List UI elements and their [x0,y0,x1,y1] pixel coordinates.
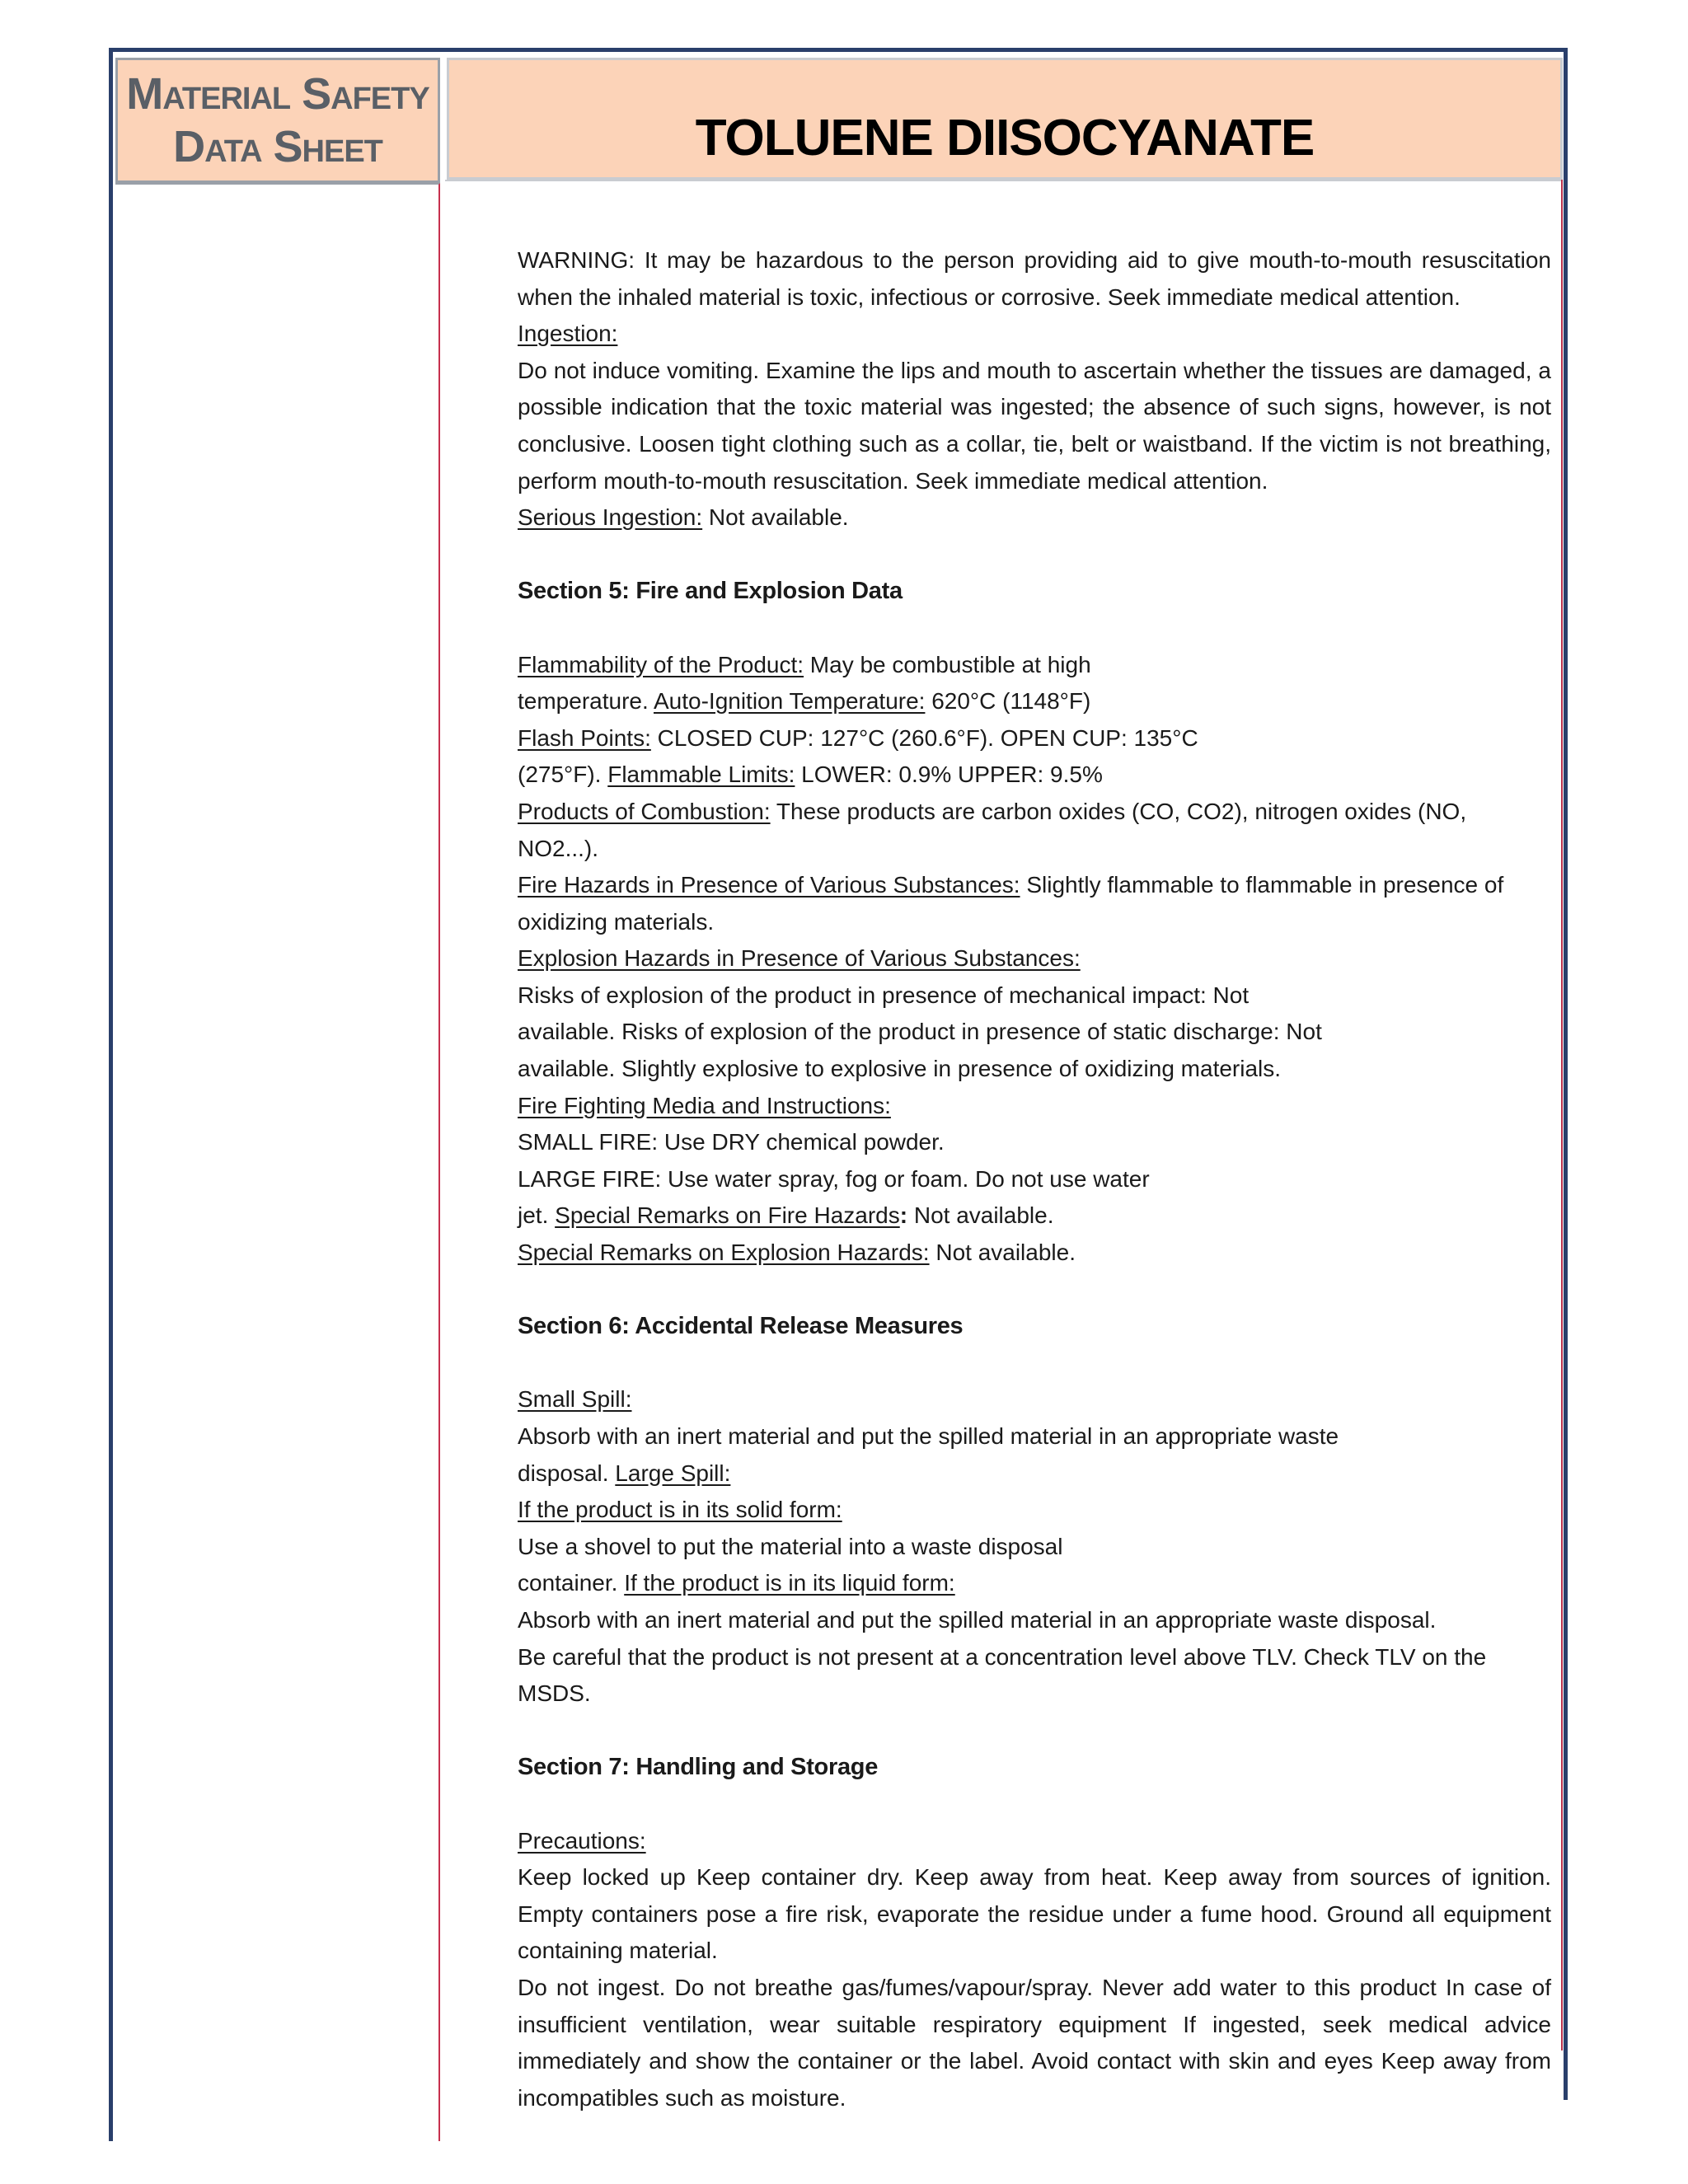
remarks-explosion-label: Special Remarks on Explosion Hazards: [518,1240,930,1266]
solid-form-text: Use a shovel to put the material into a waste disposal [518,1533,1063,1559]
large-spill-label: Large Spill: [615,1460,731,1486]
flash-points-value: CLOSED CUP: 127°C (260.6°F). OPEN CUP: 135°C [650,724,1198,751]
section5-heading: Section 5: Fire and Explosion Data [518,578,903,605]
remarks-fire-line [518,1197,1551,1235]
main-right-rule [1561,180,1563,2050]
autoignition-prefix: temperature. [518,688,654,715]
serious-ingestion-value: Not available. [702,504,849,531]
combustion-label: Products of Combustion: [518,798,771,824]
precautions-paragraph1: Keep locked up Keep container dry. Keep away from heat. Keep away from sources of ignition. Empty containers pose a fire risk, evaporate the residue under a fume hood. Ground all equipment containing material. [518,1864,1551,1964]
document-body [518,242,1551,2116]
ingestion-paragraph: Do not induce vomiting. Examine the lips and mouth to ascertain whether the tissues are damaged, a possible indication that the toxic material was ingested; the absence of such signs, however, is not conclusive. Loosen tight clothing such as a collar, tie, belt or waistband. If the victim is not breathing, perform mouth-to-mouth resuscitation. Seek immediate medical attention. [518,357,1551,494]
liquid-form-text: Absorb with an inert material and put the spilled material in an appropriate waste disposal. [518,1606,1437,1633]
combustion-value: These products are carbon oxides (CO, CO2), nitrogen oxides (NO, NO2...). [518,798,1467,861]
explosion-line1: Risks of explosion of the product in presence of mechanical impact: Not [518,982,1250,1008]
disposal-prefix: disposal. [518,1460,616,1486]
frame-right-border [1564,48,1568,2100]
fire-fighting-media-label: Fire Fighting Media and Instructions: [518,1092,891,1118]
precautions-label: Precautions: [518,1827,646,1854]
precautions-paragraph2: Do not ingest. Do not breathe gas/fumes/vapour/spray. Never add water to this product In case of insufficient ventilation, wear suitable respiratory equipment If ingested, seek medical advice immediately and show the container or the label. Avoid contact with skin and eyes Keep away from incompatibles such as moisture. [518,1974,1551,2111]
combustion-line [518,794,1551,867]
large-fire-line: LARGE FIRE: Use water spray, fog or foam. Do not use water [518,1165,1150,1192]
autoignition-label: Auto-Ignition Temperature: [653,688,926,715]
fire-hazards-line2: oxidizing materials. [518,908,715,935]
warning-paragraph: WARNING: It may be hazardous to the person providing aid to give mouth-to-mouth resuscitation when the inhaled material is toxic, infectious or corrosive. Seek immediate medical attention. [518,247,1551,310]
section7-heading: Section 7: Handling and Storage [518,1754,879,1781]
large-spill-line [518,1455,1551,1493]
flammable-limits-value: LOWER: 0.9% UPPER: 9.5% [795,762,1103,788]
small-fire-line: SMALL FIRE: Use DRY chemical powder. [518,1129,945,1155]
liquid-form-label: If the product is in its liquid form: [624,1570,955,1596]
flash-points-label: Flash Points: [518,724,651,751]
tlv-text: Be careful that the product is not present at a concentration level above TLV. Check TLV on the MSDS. [518,1643,1487,1707]
fire-hazards-value: Slightly flammable to flammable in presence of [1020,872,1504,898]
jet-prefix: jet. [518,1202,556,1229]
explosion-line2: available. Risks of explosion of the product in presence of static discharge: Not [518,1019,1322,1045]
flash-points-line [518,720,1551,757]
flammability-label: Flammability of the Product: [518,651,804,677]
remarks-explosion-value: Not available. [929,1240,1076,1266]
autoignition-value: 620°C (1148°F) [925,688,1091,715]
remarks-explosion-line [518,1235,1551,1272]
sidebar-column [115,183,440,2141]
fire-hazards-label: Fire Hazards in Presence of Various Substances: [518,872,1020,898]
flammable-limits-label: Flammable Limits: [607,762,795,788]
frame-left-border [109,48,113,2141]
serious-ingestion-label: Serious Ingestion: [518,504,703,531]
frame-top-border [109,48,1568,52]
autoignition-line [518,683,1551,720]
fire-hazards-line [518,867,1551,904]
section6-heading: Section 6: Accidental Release Measures [518,1313,964,1340]
ingestion-label: Ingestion: [518,321,618,347]
solid-form-label: If the product is in its solid form: [518,1497,842,1523]
flammable-limits-prefix: (275°F). [518,762,608,788]
flammability-value: May be combustible at high [804,651,1091,677]
liquid-form-line [518,1565,1551,1602]
page-title: TOLUENE DIISOCYANATE [695,110,1315,166]
small-spill-label: Small Spill: [518,1386,632,1413]
flammable-limits-line [518,757,1551,794]
title-header-box [447,58,1563,180]
header-divider [445,180,1563,181]
remarks-fire-value: Not available. [907,1202,1054,1229]
explosion-line3: available. Slightly explosive to explosive in presence of oxidizing materials. [518,1056,1282,1082]
small-spill-text: Absorb with an inert material and put the spilled material in an appropriate waste [518,1423,1339,1449]
remarks-fire-label: Special Remarks on Fire Hazards [555,1202,900,1229]
sidebar-header-line1: Material Safety [126,69,429,119]
explosion-hazards-label: Explosion Hazards in Presence of Various Substances: [518,945,1081,972]
container-prefix: container. [518,1570,625,1596]
sidebar-header-box [115,58,440,183]
remarks-fire-colon: : [899,1202,908,1229]
flammability-line [518,647,1551,684]
serious-ingestion-line [518,499,1551,537]
sidebar-header-line2: Data Sheet [173,122,382,171]
